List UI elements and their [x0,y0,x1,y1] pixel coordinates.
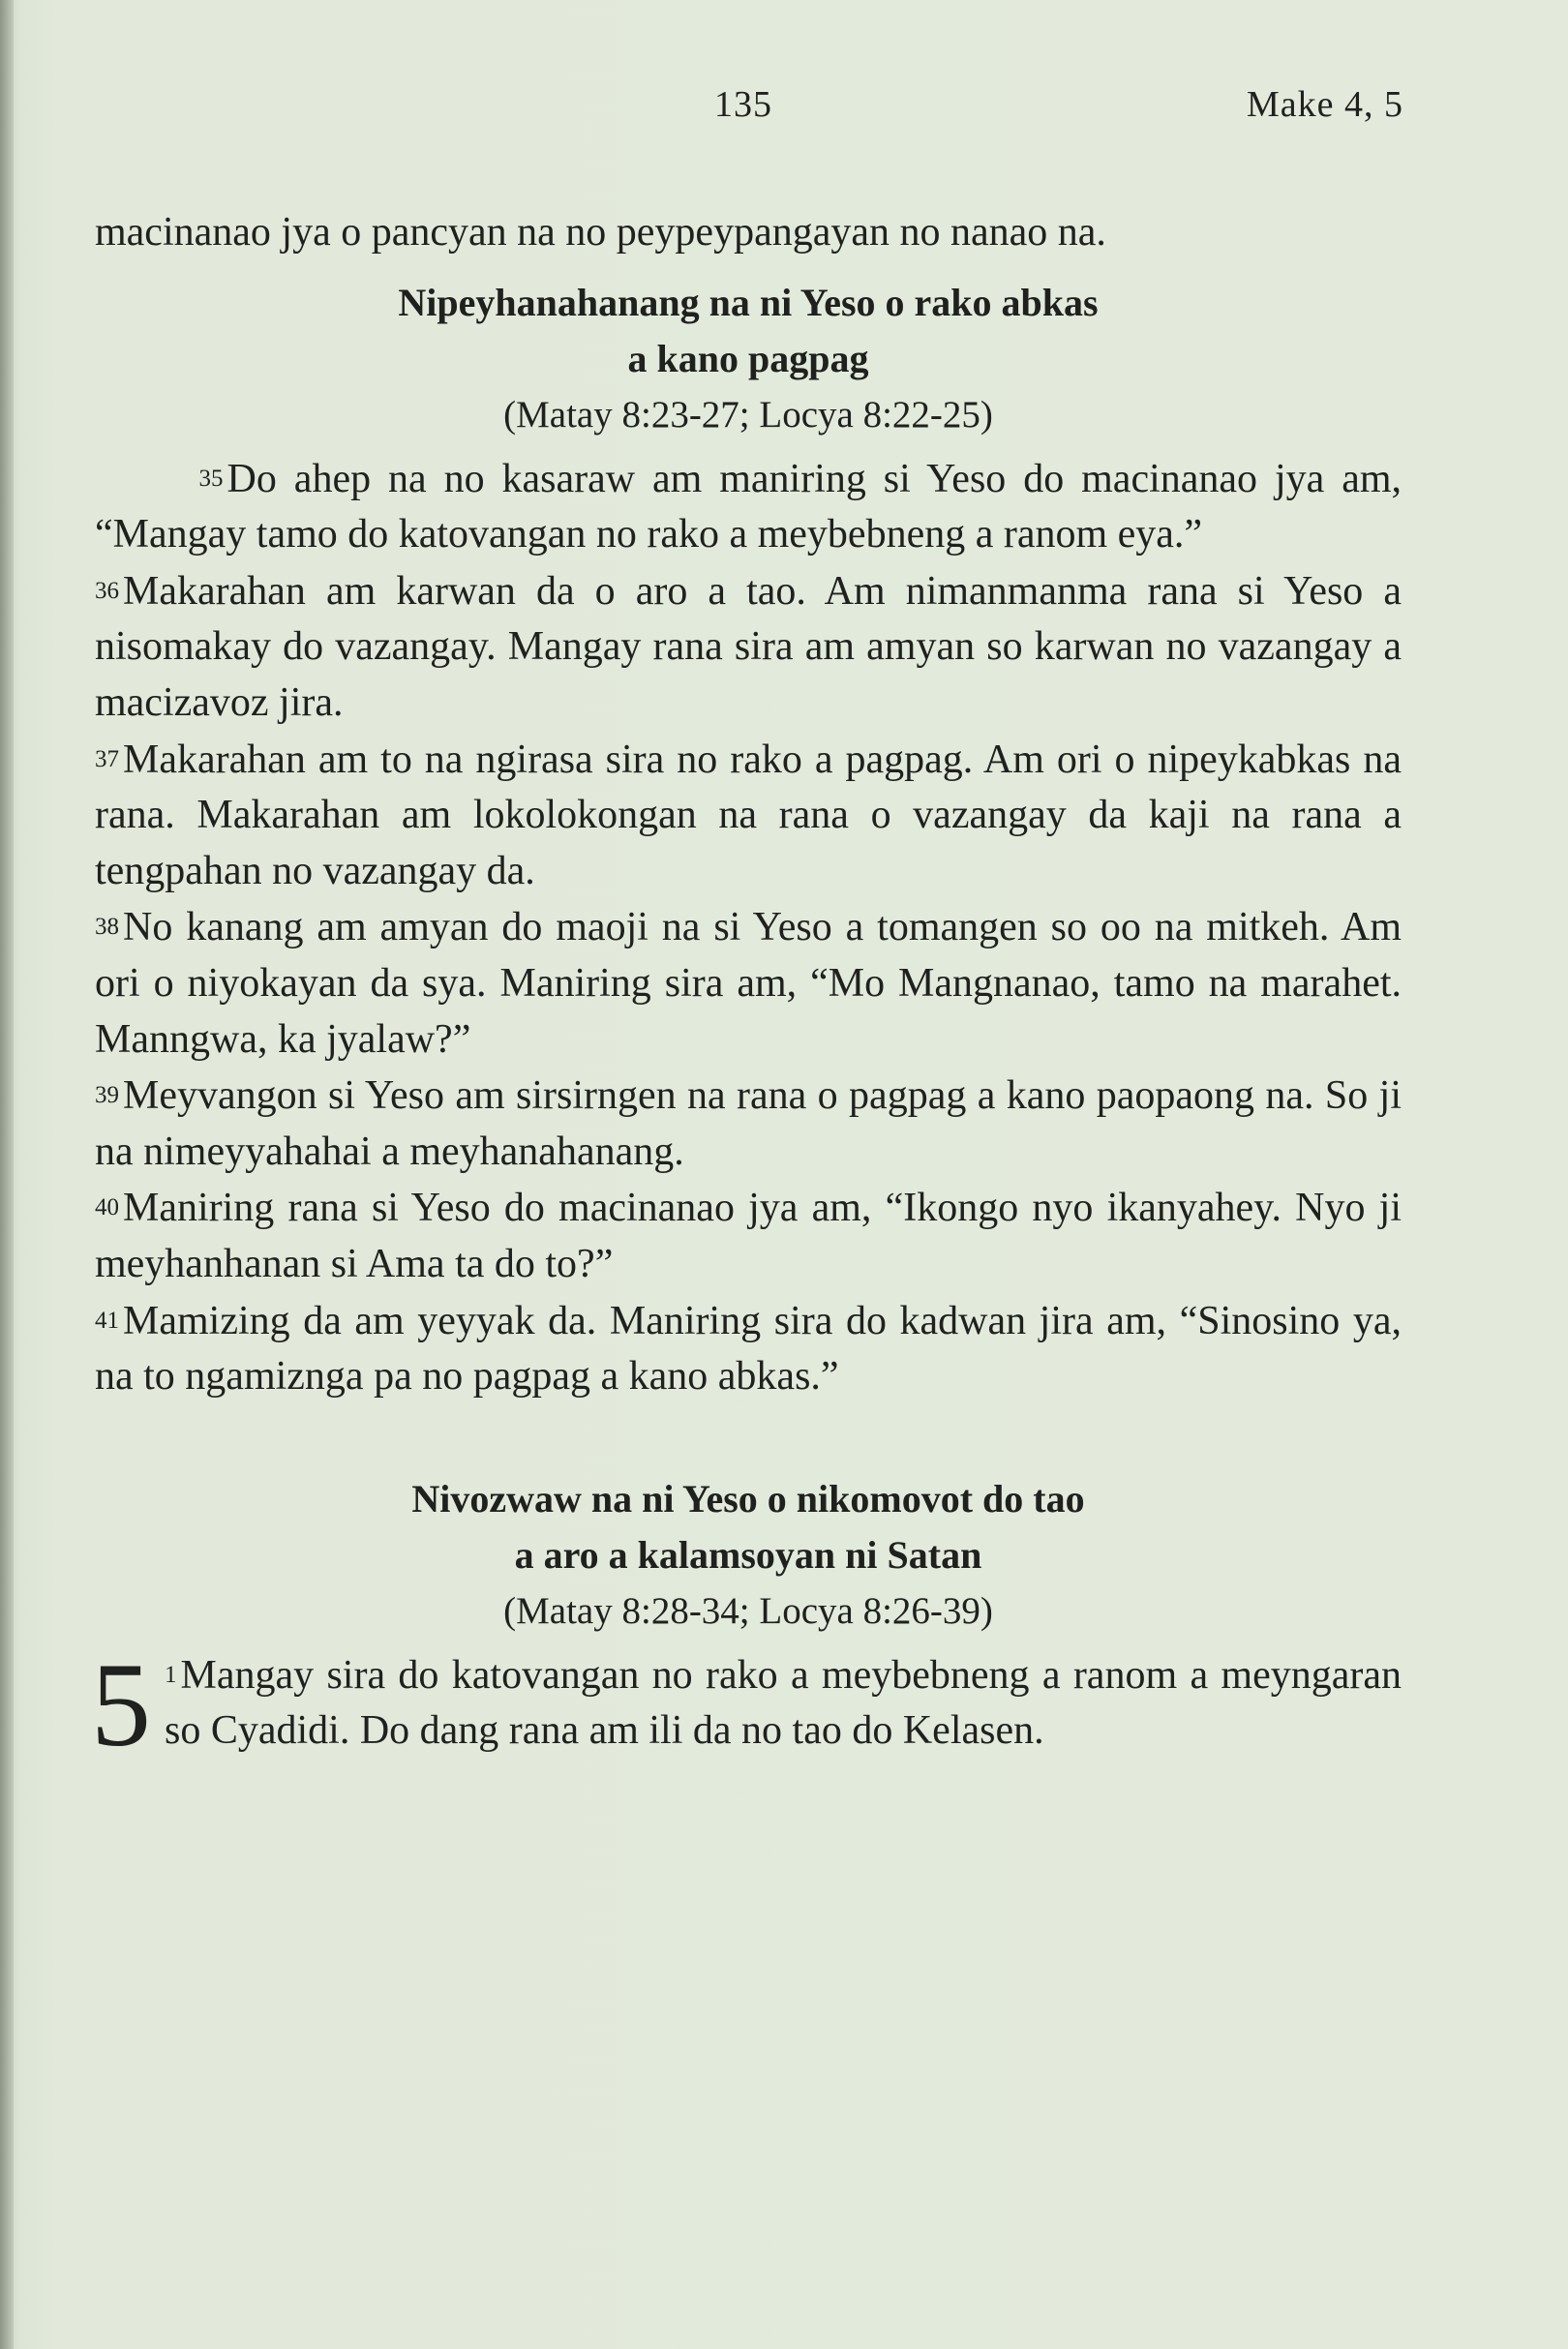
verse-number: 38 [95,914,119,941]
page-number: 135 [714,84,772,125]
verse-number: 40 [95,1194,119,1221]
verse [95,451,1402,563]
verse-number: 37 [95,745,119,772]
section-title-line: a kano pagpag [627,336,869,380]
section-title-line: Nipeyhanahanang na ni Yeso o rako abkas [398,280,1099,324]
opening-paragraph: macinanao jya o pancyan na no peypeypangayan no nanao na. [95,210,1106,255]
verse-text: Makarahan am karwan da o aro a tao. Am nimanmanma rana si Yeso a nisomakay do vazangay. Mangay rana sira am amyan so karwan no vazangay a macizavoz jira. [95,568,1402,725]
chapter-number: 5 [91,1638,151,1771]
book-spine-edge [0,0,14,2349]
verse-text: Mangay sira do katovangan no rako a meybebneng a ranom a meyngaran so Cyadidi. Do dang rana am ili da no tao do Kelasen. [165,1652,1402,1754]
page-header [0,83,1568,141]
section-heading-2 [95,1471,1402,1640]
verse-text: Makarahan am to na ngirasa sira no rako a pagpag. Am ori o nipeykabkas na rana. Makarahan am lokolokongan na rana o vazangay da kaji na rana a tengpahan no vazangay da. [95,737,1402,893]
verse-text: No kanang am amyan do maoji na si Yeso a tomangen so oo na mitkeh. Am ori o niyokayan da sya. Maniring sira am, “Mo Mangnanao, tamo na marahet. Manngwa, ka jyalaw?” [95,905,1402,1062]
running-head: Make 4, 5 [1246,84,1403,125]
verse [95,899,1402,1068]
section-heading-1 [95,275,1402,443]
verse [95,1180,1402,1292]
verse [95,1068,1402,1180]
verse-number: 41 [95,1307,119,1334]
cross-reference: (Matay 8:23-27; Locya 8:22-25) [503,393,993,436]
verse [95,563,1402,732]
verse-number: 39 [95,1082,119,1109]
verse [95,732,1402,900]
page-body [91,205,1402,1771]
cross-reference: (Matay 8:28-34; Locya 8:26-39) [503,1589,993,1632]
verse-number: 1 [165,1661,177,1688]
section-title-line: Nivozwaw na ni Yeso o nikomovot do tao [411,1476,1085,1521]
verse-text: Maniring rana si Yeso do macinanao jya am, “Ikongo nyo ikanyahey. Nyo ji meyhanhanan si Ama ta do to?” [95,1186,1402,1286]
chapter-opening-verse [91,1638,1402,1771]
verse-number: 36 [95,577,119,604]
section-title-line: a aro a kalamsoyan ni Satan [514,1532,982,1577]
verse [95,1293,1402,1405]
verse-text: Do ahep na no kasaraw am maniring si Yeso do macinanao jya am, “Mangay tamo do katovangan no rako a meybebneng a ranom eya.” [95,456,1402,557]
verse-text: Mamizing da am yeyyak da. Maniring sira do kadwan jira am, “Sinosino ya, na to ngamiznga pa no pagpag a kano abkas.” [95,1298,1402,1400]
verse-text: Meyvangon si Yeso am sirsirngen na rana o pagpag a kano paopaong na. So ji na nimeyyahahai a meyhanahanang. [95,1073,1402,1174]
verse-number: 35 [198,465,224,492]
